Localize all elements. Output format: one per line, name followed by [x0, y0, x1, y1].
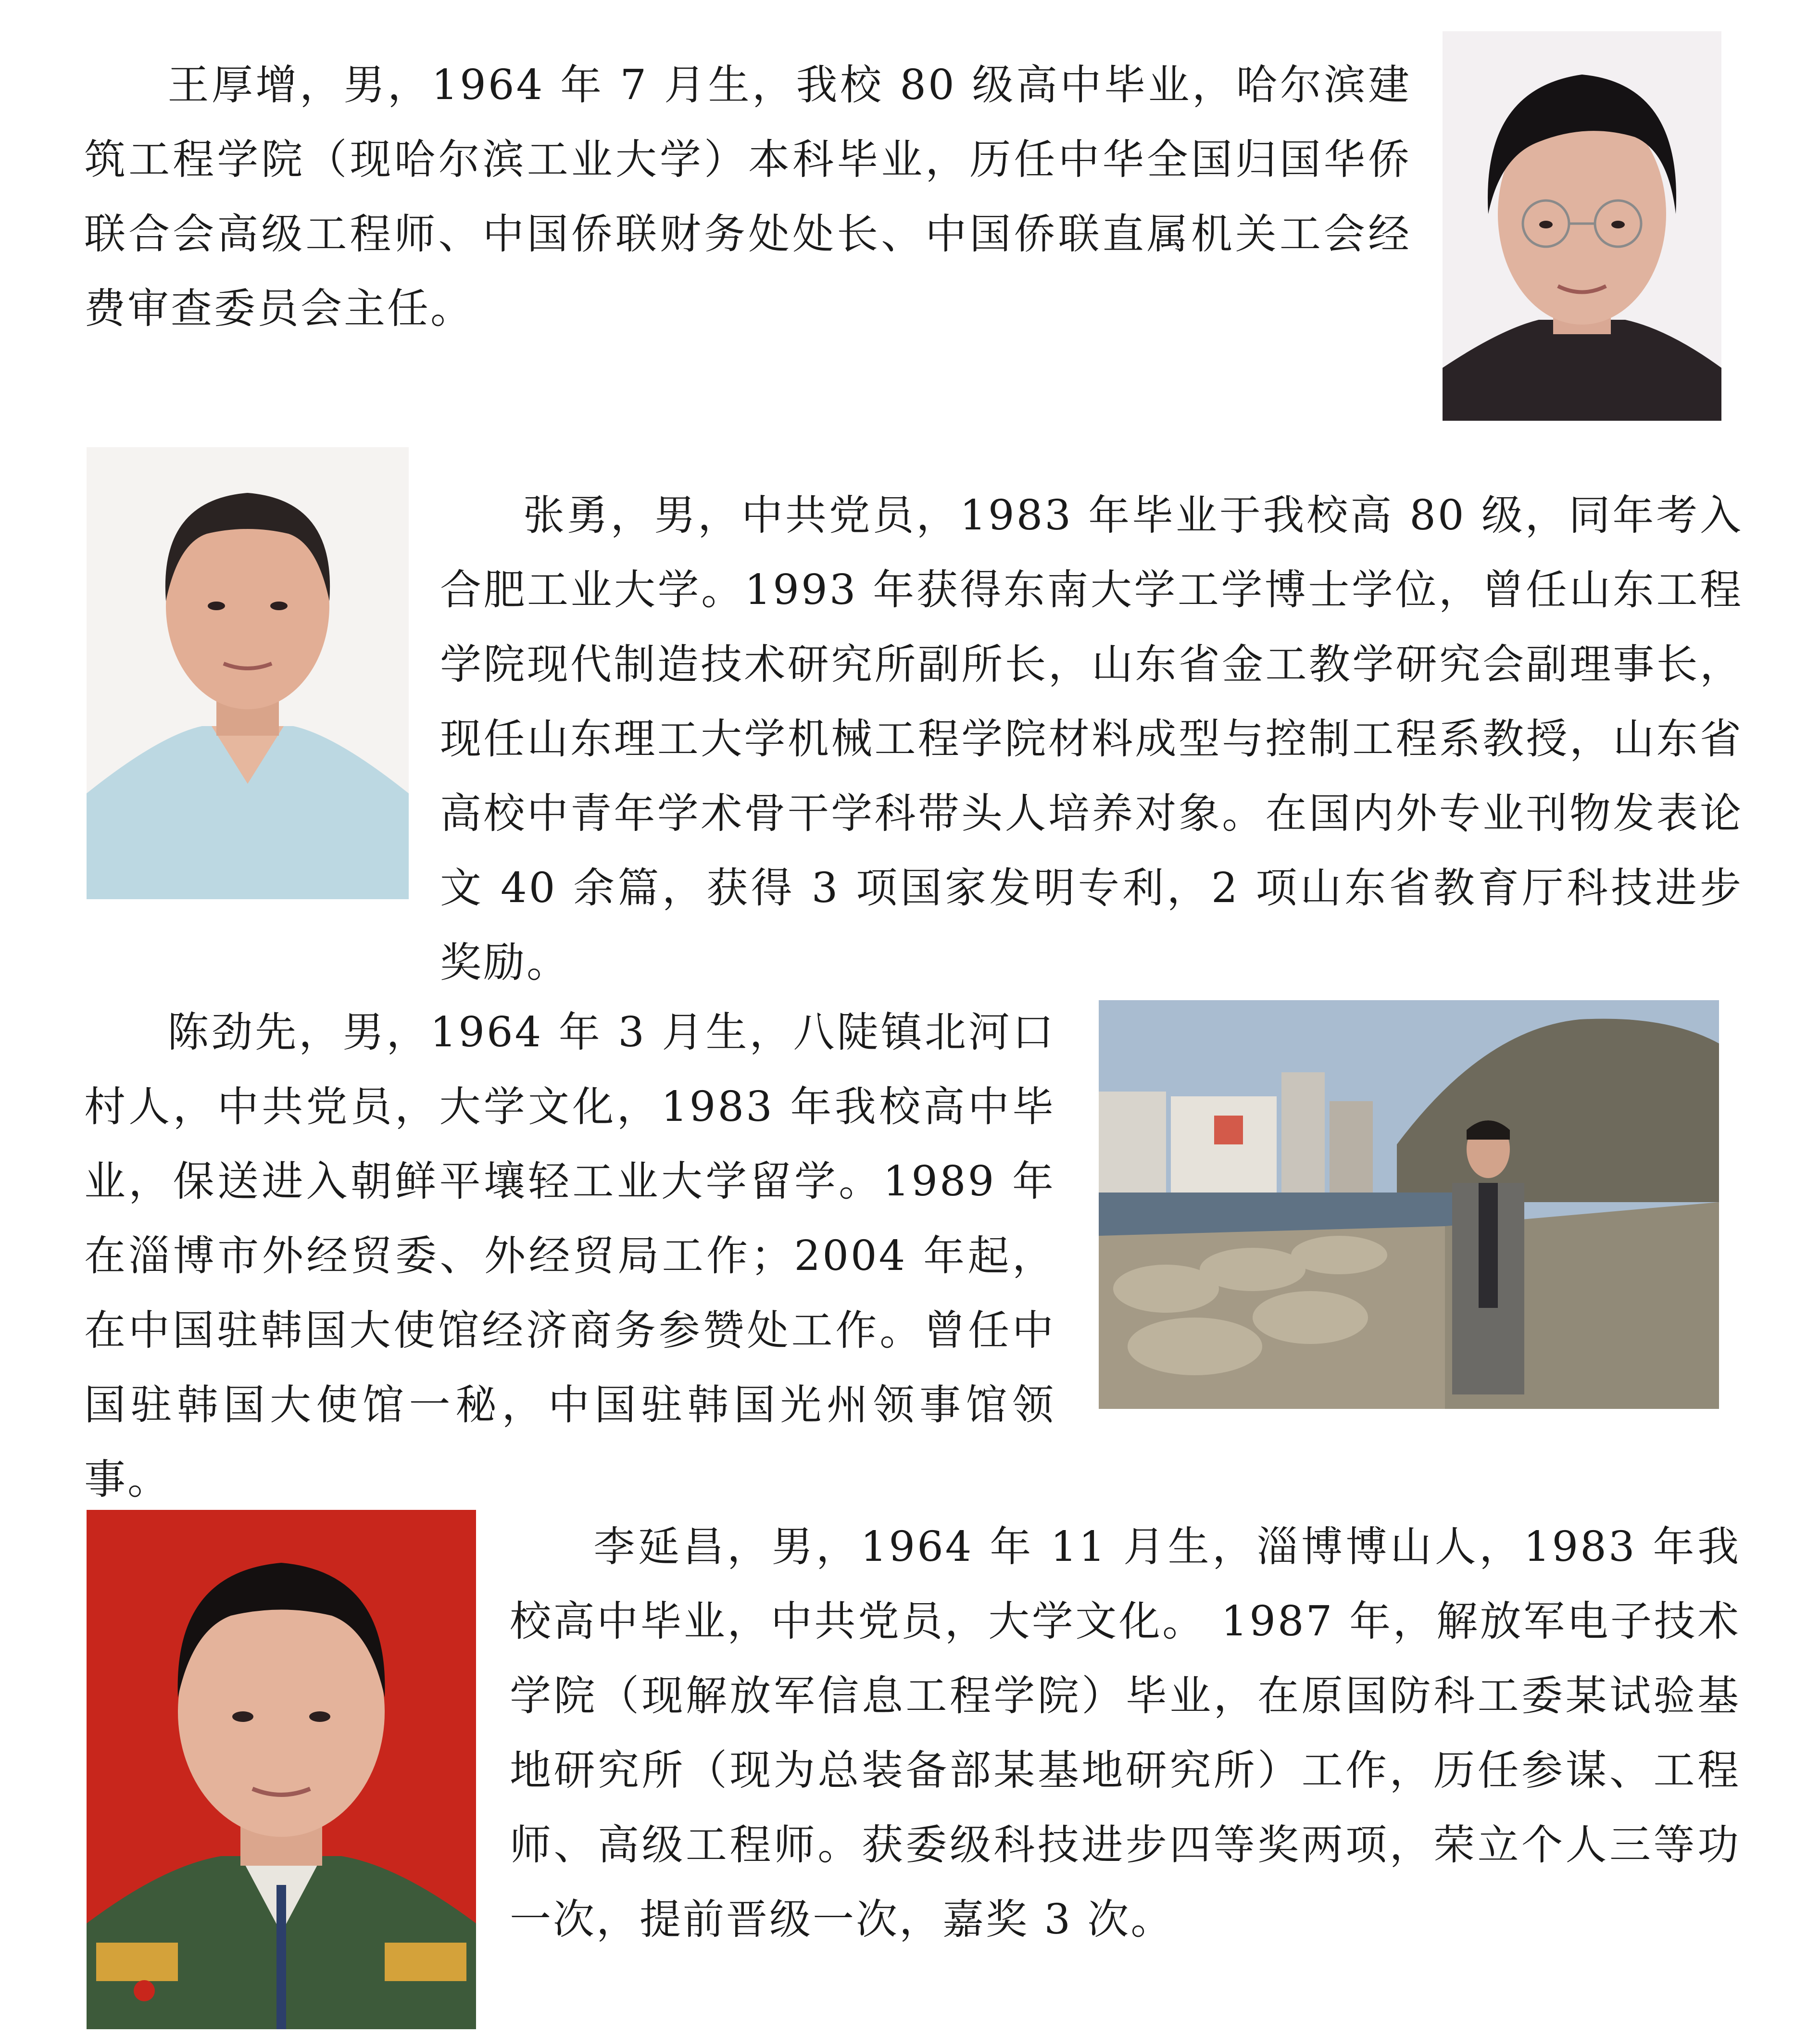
- portrait-photo: [87, 447, 409, 899]
- portrait-photo-graphic: [1443, 31, 1721, 421]
- portrait-photo: [1443, 31, 1721, 421]
- profile-entry-zhang: [0, 433, 1820, 987]
- bio-text: 李延昌，男，1964 年 11 月生，淄博博山人，1983 年我校高中毕业，中共党员，大学文化。 1987 年，解放军电子技术学院（现解放军信息工程学院）毕业，在原国防科工委某试验基地研究所（现为总装备部某基地研究所）工作，历任参谋、工程师、高级工程师。获委级科技进步四等奖两项，荣立个人三等功一次，提前晋级一次，嘉奖 3 次。: [510, 1523, 1741, 1944]
- profile-entry-li: [0, 1491, 1820, 2034]
- profile-bio-text: [510, 1510, 1741, 1957]
- bio-text: 王厚增，男，1964 年 7 月生，我校 80 级高中毕业，哈尔滨建筑工程学院（现哈尔滨工业大学）本科毕业，历任中华全国归国华侨联合会高级工程师、中国侨联财务处处长、中国侨联直属机关工会经费审查委员会主任。: [84, 61, 1411, 333]
- profile-bio-text: [440, 478, 1743, 1000]
- harbor-photo-graphic: [1099, 1000, 1719, 1409]
- profile-bio-text: [84, 48, 1411, 346]
- profile-entry-wang: [0, 0, 1820, 433]
- profile-bio-text: [84, 995, 1055, 1517]
- profile-entry-chen: [0, 981, 1820, 1504]
- portrait-photo-graphic: [87, 447, 409, 899]
- military-portrait-photo: [87, 1510, 476, 2029]
- bio-text: 陈劲先，男，1964 年 3 月生，八陡镇北河口村人，中共党员，大学文化，1983 年我校高中毕业，保送进入朝鲜平壤轻工业大学留学。1989 年在淄博市外经贸委、外经贸局工作；2004 年起，在中国驻韩国大使馆经济商务参赞处工作。曾任中国驻韩国大使馆一秘，中国驻韩国光州领事馆领事。: [84, 1008, 1055, 1504]
- harbor-photo: [1099, 1000, 1719, 1409]
- bio-text: 张勇，男，中共党员，1983 年毕业于我校高 80 级，同年考入合肥工业大学。1993 年获得东南大学工学博士学位，曾任山东工程学院现代制造技术研究所副所长，山东省金工教学研究会副理事长，现任山东理工大学机械工程学院材料成型与控制工程系教授，山东省高校中青年学术骨干学科带头人培养对象。在国内外专业刊物发表论文 40 余篇，获得 3 项国家发明专利，2 项山东省教育厅科技进步奖励。: [440, 491, 1744, 987]
- military-portrait-photo-graphic: [87, 1510, 476, 2029]
